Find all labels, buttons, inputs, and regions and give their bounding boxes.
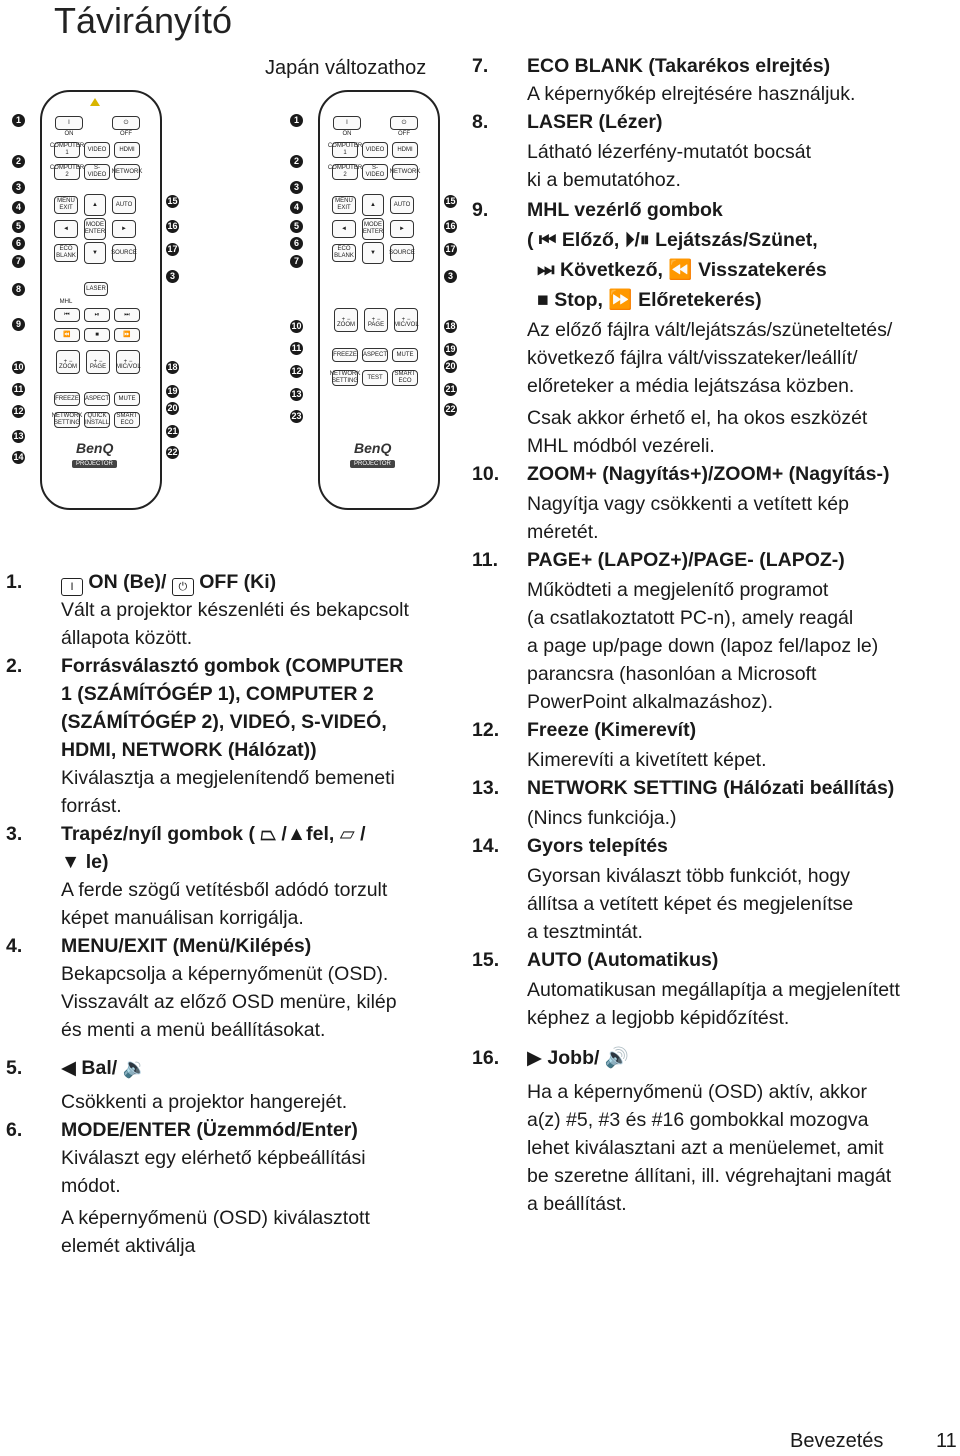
mode-enter-button: MODE ENTER [362,218,384,240]
callout: 16 [445,221,456,231]
item-keystone [6,820,456,932]
item-desc: A képernyőkép elrejtésére használjuk. [527,83,856,105]
micvol-label: MIC/VOL [116,364,141,370]
network-button: NETWORK [392,164,418,180]
up-arrow-icon: ▲ [286,823,307,845]
item-desc: Nagyítja vagy csökkenti a vetített kép [527,493,849,515]
menu-exit-button: MENU EXIT [54,196,78,214]
item-desc: ki a bemutatóhoz. [527,169,681,191]
play-pause-icon: ⏵/⏸ [624,229,650,251]
micvol-label: MIC/VOL [394,322,419,328]
callout: 1 [12,114,25,127]
callout: 9 [12,318,25,331]
smart-eco-button: SMART ECO [114,412,140,428]
callout: 17 [167,244,178,254]
item-desc: Kimerevíti a kivetített képet. [527,749,767,771]
item-number: 10. [472,463,500,485]
off-button: ⏻ [390,116,418,130]
callout: 6 [12,237,25,250]
off-label: OFF [398,131,410,137]
item-heading: ▼ le) [61,851,109,873]
left-button: ◄ [332,220,356,238]
item-number: 12. [472,719,500,741]
next-icon: ⏭ [537,259,555,281]
network-button: NETWORK [114,164,140,180]
right-button: ► [112,220,136,238]
up-button: ▲ [362,194,384,216]
eco-blank-button: ECO BLANK [332,244,356,262]
menu-exit-button: MENU EXIT [332,196,356,214]
page-rocker: + − [364,308,388,332]
micvol-rocker: + − [394,308,418,332]
item-auto [472,946,956,1032]
mhl-prev-button: ⏮ [54,308,80,322]
on-button: I [333,116,361,130]
network-setting-button: NETWORK SETTING [329,371,361,384]
item-number: 6. [6,1119,23,1141]
item-heading: ZOOM+ (Nagyítás+)/ZOOM+ (Nagyítás-) [527,463,890,485]
item-number: 5. [6,1057,23,1079]
japan-version-label: Japán változathoz [265,57,427,79]
callout: 3 [12,181,25,194]
item-heading: ◀ Bal/ 🔉 [61,1057,147,1079]
callout: 15 [167,196,178,206]
video-button: VIDEO [84,142,110,158]
callout: 20 [167,403,178,413]
item-number: 11. [472,549,499,571]
item-source-buttons [6,652,456,820]
keystone-down-icon: ⏥ [339,823,355,845]
item-heading: PAGE+ (LAPOZ+)/PAGE- (LAPOZ-) [527,549,845,571]
item-menu-exit [6,932,456,1044]
callout: 2 [290,155,303,168]
on-label: ON [342,131,352,137]
remote-illustration-japan [280,80,480,520]
item-mode-enter [6,1116,456,1260]
item-desc: Kiválasztja a megjelenítendő bemeneti [61,767,395,789]
item-desc: elemét aktiválja [61,1235,196,1257]
item-heading: Freeze (Kimerevít) [527,719,697,741]
right-column [472,52,956,1218]
rewind-icon: ⏪ [668,259,693,281]
item-mhl [472,196,956,460]
item-heading: ▶ Jobb/ 🔊 [527,1047,630,1069]
mhl-label: MHL [59,299,73,305]
aspect-button: ASPECT [84,392,110,406]
page-label: PAGE [89,364,107,370]
computer1-button: COMPUTER 1 [327,143,363,156]
callout: 19 [445,344,456,354]
item-heading: ECO BLANK (Takarékos elrejtés) [527,55,831,77]
aspect-button: ASPECT [362,348,388,362]
svideo-button: S-VIDEO [362,164,388,180]
item-page [472,546,956,716]
item-desc: MHL módból vezéreli. [527,435,715,457]
callout: 7 [12,255,25,268]
callout: 22 [445,404,456,414]
callout: 16 [167,221,178,231]
item-heading: MHL vezérlő gombok [527,199,723,221]
mhl-stop-button: ■ [84,328,110,342]
mute-button: MUTE [114,392,140,406]
callout: 10 [13,362,24,372]
item-heading: MODE/ENTER (Üzemmód/Enter) [61,1119,358,1141]
item-heading: Gyors telepítés [527,835,668,857]
item-heading: I ON (Be)/ ⏻ OFF (Ki) [61,568,456,596]
auto-button: AUTO [390,196,414,214]
item-desc: A képernyőmenü (OSD) kiválasztott [61,1207,370,1229]
item-desc: előreteker a média lejátszása közben. [527,375,855,397]
callout: 4 [12,201,25,214]
item-laser [472,108,956,194]
item-desc: a page up/page down (lapoz fel/lapoz le) [527,635,879,657]
callout: 11 [13,384,24,394]
item-heading: MENU/EXIT (Menü/Kilépés) [61,935,312,957]
item-desc: Bekapcsolja a képernyőmenüt (OSD). [61,963,389,985]
volume-up-icon: 🔊 [604,1047,630,1069]
item-number: 8. [472,111,489,133]
item-desc: Vált a projektor készenléti és bekapcsolt [61,599,409,621]
item-desc: a beállítást. [527,1193,627,1215]
projector-badge: PROJECTOR [350,460,395,468]
hdmi-button: HDMI [114,142,140,158]
mhl-play-button: ⏯ [84,308,110,322]
item-number: 1. [6,571,23,593]
zoom-rocker: + − [56,350,80,374]
callout: 7 [290,255,303,268]
item-right [472,1044,956,1218]
page-label: PAGE [367,322,385,328]
down-button: ▼ [362,242,384,264]
zoom-label: ZOOM [59,364,77,370]
item-desc: A ferde szögű vetítésből adódó torzult [61,879,388,901]
svideo-button: S-VIDEO [84,164,110,180]
callout: 20 [445,361,456,371]
zoom-label: ZOOM [337,322,355,328]
power-icon: ⏻ [172,578,194,596]
callout: 3 [444,270,457,283]
mhl-ff-button: ⏩ [114,328,140,342]
item-heading: Forrásválasztó gombok (COMPUTER [61,655,404,677]
item-desc: Gyorsan kiválaszt több funkciót, hogy [527,865,850,887]
item-desc: PowerPoint alkalmazáshoz). [527,691,774,713]
callout: 15 [445,196,456,206]
freeze-button: FREEZE [54,392,80,406]
computer1-button: COMPUTER 1 [49,143,85,156]
callout: 21 [445,384,456,394]
item-desc: állítsa a vetített képet és megjelenítse [527,893,854,915]
source-button: SOURCE [390,244,414,262]
zoom-rocker: + − [334,308,358,332]
callout: 12 [13,406,24,416]
callout: 12 [291,366,302,376]
item-desc: (Nincs funkciója.) [527,807,677,829]
page-rocker: + − [86,350,110,374]
auto-button: AUTO [112,196,136,214]
smart-eco-button: SMART ECO [392,370,418,386]
callout: 4 [290,201,303,214]
item-number: 14. [472,835,500,857]
item-heading: (SZÁMÍTÓGÉP 2), VIDEÓ, S-VIDEÓ, [61,711,387,733]
item-heading: ⏭ Következő, ⏪ Visszatekerés [537,259,827,281]
callout: 5 [290,220,303,233]
item-desc: (a csatlakoztatott PC-n), amely reagál [527,607,854,629]
callout: 5 [12,220,25,233]
item-number: 15. [472,949,500,971]
footer-page-number: 11 [936,1430,957,1452]
item-freeze [472,716,956,774]
item-desc: Automatikusan megállapítja a megjelenített [527,979,900,1001]
right-button: ► [390,220,414,238]
callout: 18 [445,321,456,331]
item-on-off [6,568,456,652]
left-button: ◄ [54,220,78,238]
item-network-setting [472,774,956,832]
callout: 14 [13,452,24,462]
freeze-button: FREEZE [332,348,358,362]
previous-icon: ⏮ [538,229,557,251]
callout: 8 [12,283,25,296]
computer2-button: COMPUTER 2 [49,165,85,178]
callout: 11 [291,343,302,353]
item-desc: Működteti a megjelenítő programot [527,579,829,601]
on-button: I [55,116,83,130]
item-desc: képhez a legjobb képidőzítést. [527,1007,790,1029]
item-desc: Az előző fájlra vált/lejátszás/szüneteltetés/ [527,319,893,341]
off-label: OFF [120,131,132,137]
item-desc: képet manuálisan korrigálja. [61,907,304,929]
item-desc: Visszavált az előző OSD menüre, kilép [61,991,397,1013]
item-desc: be szeretne állítani, ill. végrehajtani magát [527,1165,892,1187]
item-desc: a tesztmintát. [527,921,643,943]
callout: 2 [12,155,25,168]
benq-logo: BenQ [354,440,392,456]
computer2-button: COMPUTER 2 [327,165,363,178]
callout: 10 [291,321,302,331]
keystone-up-icon: ⏢ [260,823,276,845]
down-button: ▼ [84,242,106,264]
item-heading: AUTO (Automatikus) [527,949,719,971]
item-number: 16. [472,1047,500,1069]
callout: 1 [290,114,303,127]
item-number: 9. [472,199,489,221]
item-desc: a(z) #5, #3 és #16 gombokkal mozogva [527,1109,869,1131]
item-desc: állapota között. [61,627,193,649]
projector-badge: PROJECTOR [72,460,117,468]
video-button: VIDEO [362,142,388,158]
fast-forward-icon: ⏩ [608,289,633,311]
up-button: ▲ [84,194,106,216]
item-heading: ( ⏮ Előző, ⏵/⏸ Lejátszás/Szünet, [527,229,818,251]
item-number: 3. [6,823,23,845]
item-number: 4. [6,935,23,957]
mute-button: MUTE [392,348,418,362]
mode-enter-button: MODE ENTER [84,218,106,240]
item-desc: Kiválaszt egy elérhető képbeállítási [61,1147,366,1169]
item-heading: HDMI, NETWORK (Hálózat)) [61,739,317,761]
item-left [6,1054,456,1116]
item-heading: Trapéz/nyíl gombok ( ⏢ /▲fel, ⏥ / [61,823,366,845]
eco-blank-button: ECO BLANK [54,244,78,262]
item-desc: Látható lézerfény-mutatót bocsát [527,141,811,163]
item-desc: méretét. [527,521,599,543]
callout: 3 [290,181,303,194]
callout: 22 [167,447,178,457]
callout: 13 [291,389,302,399]
callout: 17 [445,244,456,254]
callout: 3 [166,270,179,283]
stop-icon: ■ [537,289,549,311]
page-title: Távirányító [54,0,233,41]
down-arrow-icon: ▼ [61,851,81,873]
item-desc: Csak akkor érhető el, ha okos eszközét [527,407,868,429]
callout: 18 [167,362,178,372]
laser-warning-icon [90,98,100,106]
left-arrow-icon: ◀ [61,1057,76,1079]
item-number: 13. [472,777,500,799]
quick-install-button: QUICK INSTALL [85,413,109,426]
right-arrow-icon: ▶ [527,1047,542,1069]
left-column [6,568,456,1260]
item-eco-blank [472,52,956,108]
item-heading: ■ Stop, ⏩ Előretekerés) [537,289,762,311]
item-heading: LASER (Lézer) [527,111,663,133]
on-icon: I [61,578,83,596]
on-label: ON [64,131,74,137]
off-button: ⏻ [112,116,140,130]
item-desc: forrást. [61,795,122,817]
network-setting-button: NETWORK SETTING [51,413,83,426]
mhl-rew-button: ⏪ [54,328,80,342]
callout: 13 [13,431,24,441]
item-number: 7. [472,55,489,77]
source-button: SOURCE [112,244,136,262]
item-desc: Ha a képernyőmenü (OSD) aktív, akkor [527,1081,867,1103]
item-number: 2. [6,655,23,677]
item-desc: következő fájlra vált/visszateker/leállít/ [527,347,858,369]
hdmi-button: HDMI [392,142,418,158]
item-zoom [472,460,956,546]
item-heading: 1 (SZÁMÍTÓGÉP 1), COMPUTER 2 [61,683,374,705]
item-desc: parancsra (hasonlóan a Microsoft [527,663,817,685]
micvol-rocker: + − [116,350,140,374]
item-heading: NETWORK SETTING (Hálózati beállítás) [527,777,895,799]
item-desc: és menti a menü beállításokat. [61,1019,326,1041]
laser-button: LASER [84,282,108,296]
test-button: TEST [362,370,388,386]
callout: 6 [290,237,303,250]
footer-section: Bevezetés [790,1430,884,1452]
callout: 23 [291,411,302,421]
remote-illustration [0,80,200,520]
callout: 21 [167,426,178,436]
mhl-next-button: ⏭ [114,308,140,322]
item-desc: Csökkenti a projektor hangerejét. [61,1091,348,1113]
item-desc: módot. [61,1175,121,1197]
volume-down-icon: 🔉 [122,1057,147,1079]
benq-logo: BenQ [76,440,114,456]
callout: 19 [167,386,178,396]
item-quick-install [472,832,956,946]
item-desc: lehet kiválasztani azt a menüelemet, amit [527,1137,884,1159]
